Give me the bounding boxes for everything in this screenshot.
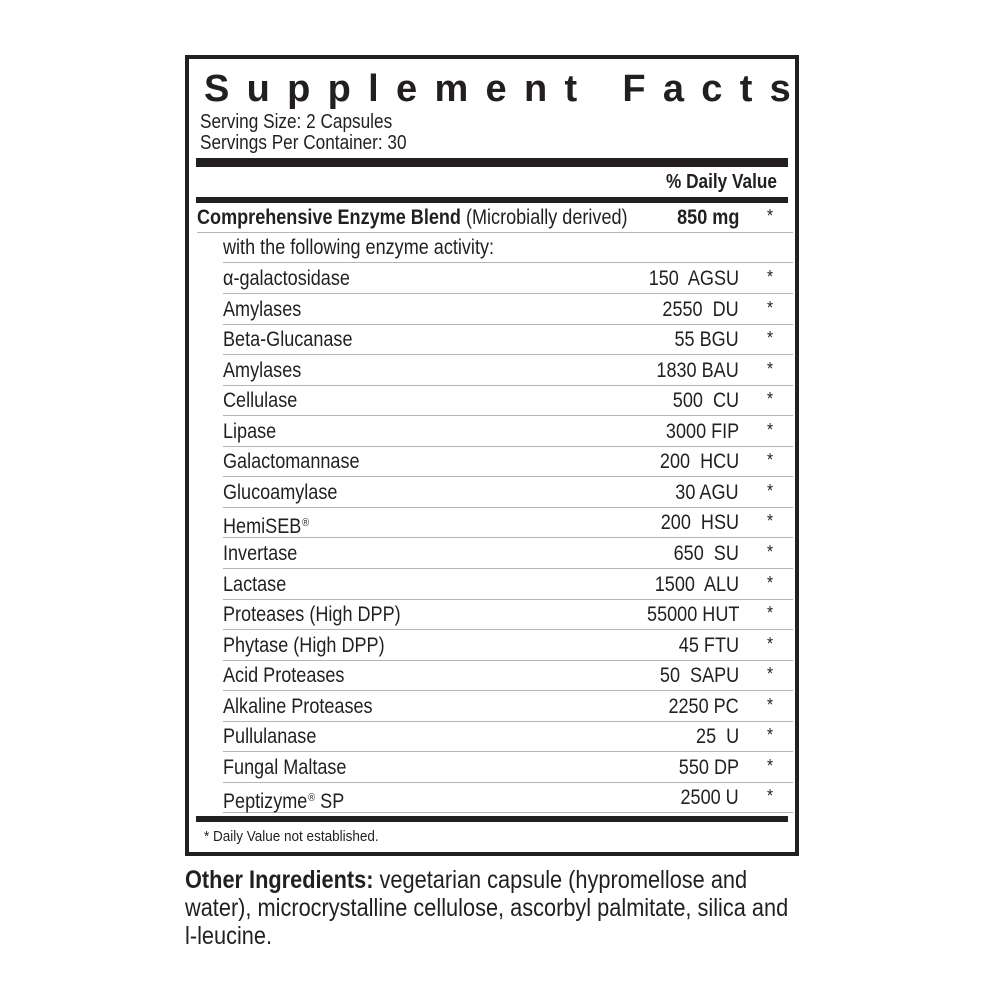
serving-size: Serving Size: 2 Capsules	[200, 111, 393, 133]
enzyme-row	[223, 722, 793, 752]
other-ingredients-text: vegetarian capsule (hypromellose and water), microcrystalline cellulose, ascorbyl palmitate, silica and l-leucine.	[185, 866, 789, 950]
enzyme-name	[223, 388, 297, 414]
enzyme-name	[223, 602, 401, 628]
enzyme-name-text: Fungal Maltase	[223, 755, 347, 779]
enzyme-daily-value: *	[766, 664, 773, 685]
blend-name: Comprehensive Enzyme Blend	[197, 206, 461, 229]
divider-thick	[196, 158, 788, 167]
enzyme-daily-value: *	[766, 603, 773, 623]
enzyme-amount: 2250 PC	[668, 694, 739, 718]
enzyme-amount: 25 U	[695, 725, 739, 749]
supplement-facts-panel	[185, 55, 809, 856]
enzyme-name	[223, 327, 353, 353]
enzyme-daily-value: *	[766, 541, 773, 562]
enzyme-name	[223, 663, 344, 689]
enzyme-amount: 1830 BAU	[656, 358, 739, 382]
enzyme-name-text: HemiSEB	[223, 515, 302, 539]
servings-per-container: Servings Per Container: 30	[200, 132, 407, 154]
enzyme-row	[223, 539, 793, 569]
enzyme-row	[223, 661, 793, 691]
enzyme-row	[223, 295, 793, 325]
enzyme-name	[223, 480, 337, 506]
enzyme-name-text: Acid Proteases	[223, 664, 345, 688]
daily-value-header: % Daily Value	[666, 171, 777, 193]
enzyme-daily-value: *	[766, 297, 773, 318]
enzyme-name	[223, 724, 316, 750]
registered-mark: ®	[302, 517, 310, 530]
enzyme-row	[223, 508, 793, 538]
blend-name-group	[197, 205, 628, 231]
enzyme-daily-value: *	[766, 480, 773, 501]
other-ingredients-label: Other Ingredients:	[185, 866, 374, 894]
enzyme-name	[223, 785, 344, 815]
enzyme-amount: 500 CU	[672, 389, 739, 413]
enzyme-name-text: Beta-Glucanase	[223, 328, 353, 352]
enzyme-daily-value: *	[766, 572, 773, 593]
enzyme-amount: 150 AGSU	[648, 267, 739, 290]
enzyme-daily-value: *	[766, 694, 773, 715]
enzyme-name	[223, 297, 301, 323]
enzyme-name-text: Peptizyme	[223, 790, 308, 814]
enzyme-daily-value: *	[766, 358, 773, 379]
enzyme-daily-value: *	[766, 419, 773, 440]
enzyme-daily-value: *	[766, 450, 773, 471]
enzyme-name-text: α-galactosidase	[223, 267, 350, 290]
enzyme-name	[223, 510, 309, 540]
enzyme-name-text: Amylases	[223, 358, 302, 382]
enzyme-name	[223, 572, 286, 598]
enzyme-amount: 3000 FIP	[665, 419, 739, 443]
enzyme-name	[223, 633, 385, 659]
enzyme-amount: 45 FTU	[678, 633, 739, 657]
enzyme-name-text: Galactomannase	[223, 450, 360, 474]
panel-title: Supplement Facts	[204, 68, 809, 110]
registered-mark: ®	[308, 792, 316, 805]
enzyme-daily-value: *	[766, 328, 773, 349]
enzyme-row	[223, 631, 793, 661]
enzyme-amount: 650 SU	[673, 541, 739, 565]
enzyme-row	[223, 417, 793, 447]
blend-amount: 850 mg	[676, 206, 739, 229]
enzyme-name-text: Glucoamylase	[223, 480, 338, 504]
divider-bottom	[196, 816, 788, 822]
enzyme-name	[223, 419, 276, 445]
enzyme-amount: 55000 HUT	[646, 603, 739, 626]
enzyme-daily-value: *	[766, 786, 773, 807]
enzyme-daily-value: *	[766, 267, 773, 287]
enzyme-amount: 550 DP	[678, 755, 739, 779]
enzyme-row	[223, 386, 793, 416]
enzyme-name-text: Lactase	[223, 572, 287, 596]
enzyme-name	[223, 755, 346, 781]
enzyme-row	[223, 600, 793, 630]
enzyme-row	[223, 264, 793, 294]
blend-daily-value: *	[766, 206, 773, 226]
enzyme-amount: 55 BGU	[674, 328, 739, 352]
enzyme-daily-value: *	[766, 511, 773, 532]
enzyme-daily-value: *	[766, 633, 773, 654]
enzyme-row	[223, 478, 793, 508]
enzyme-amount: 2500 U	[680, 786, 739, 810]
enzyme-name-text: Alkaline Proteases	[223, 694, 373, 718]
enzyme-name-suffix: SP	[315, 790, 345, 814]
blend-note: (Microbially derived)	[465, 206, 628, 229]
enzyme-daily-value: *	[766, 725, 773, 746]
blend-row	[197, 203, 793, 233]
enzyme-amount: 1500 ALU	[654, 572, 739, 596]
enzyme-name-text: Amylases	[223, 297, 302, 321]
enzyme-row	[223, 570, 793, 600]
enzyme-activity-subtitle: with the following enzyme activity:	[223, 236, 495, 259]
enzyme-daily-value: *	[766, 389, 773, 410]
enzyme-amount: 30 AGU	[675, 480, 739, 504]
enzyme-name-text: Lipase	[223, 419, 277, 443]
enzyme-row	[223, 356, 793, 386]
enzyme-row	[223, 753, 793, 783]
enzyme-name	[223, 694, 373, 720]
enzyme-name-text: Proteases (High DPP)	[223, 603, 401, 626]
enzyme-row	[223, 783, 793, 813]
enzyme-amount: 200 HSU	[660, 511, 739, 535]
enzyme-name	[223, 449, 360, 475]
enzyme-name-text: Invertase	[223, 541, 298, 565]
enzyme-name	[223, 541, 297, 567]
enzyme-name	[223, 358, 301, 384]
enzyme-row	[223, 692, 793, 722]
enzyme-amount: 50 SAPU	[659, 664, 739, 688]
enzyme-name-text: Cellulase	[223, 389, 298, 413]
enzyme-name	[223, 266, 350, 292]
other-ingredients	[185, 866, 798, 950]
enzyme-row	[223, 447, 793, 477]
enzyme-name-text: Phytase (High DPP)	[223, 633, 385, 657]
enzyme-row	[223, 325, 793, 355]
enzyme-amount: 2550 DU	[662, 297, 739, 321]
subtitle-row	[223, 233, 793, 263]
footnote: * Daily Value not established.	[204, 828, 379, 845]
enzyme-amount: 200 HCU	[659, 450, 739, 474]
enzyme-name-text: Pullulanase	[223, 725, 317, 749]
enzyme-daily-value: *	[766, 755, 773, 776]
